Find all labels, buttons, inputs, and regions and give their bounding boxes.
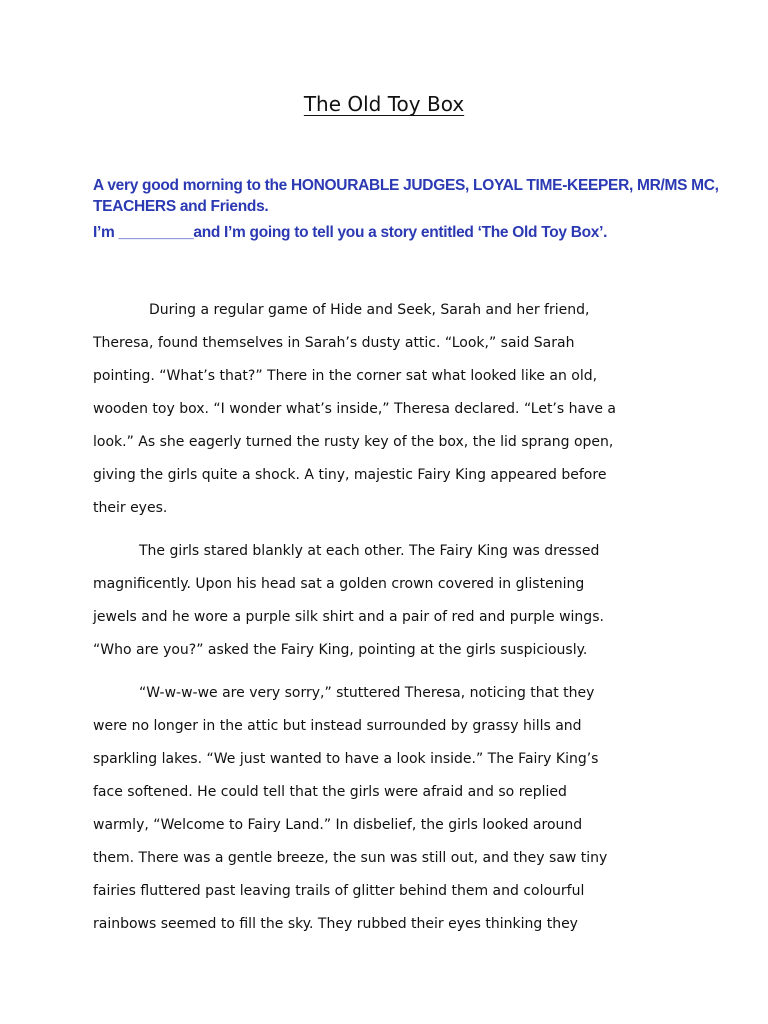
paragraph-line: During a regular game of Hide and Seek, Sarah and her friend, xyxy=(149,302,590,318)
paragraph-line: “W-w-w-we are very sorry,” stuttered Theresa, noticing that they xyxy=(139,685,595,701)
paragraph-line: wooden toy box. “I wonder what’s inside,” Theresa declared. “Let’s have a xyxy=(93,401,617,417)
paragraph-line: giving the girls quite a shock. A tiny, majestic Fairy King appeared before xyxy=(93,467,607,483)
paragraph-line: Theresa, found themselves in Sarah’s dusty attic. “Look,” said Sarah xyxy=(93,335,575,351)
paragraph-1 xyxy=(93,294,693,525)
paragraph-line: face softened. He could tell that the girls were afraid and so replied xyxy=(93,784,567,800)
paragraph-line: rainbows seemed to fill the sky. They rubbed their eyes thinking they xyxy=(93,916,578,932)
story-body xyxy=(93,294,693,941)
intro-text: I’m _________and I’m going to tell you a story entitled ‘The Old Toy Box’. xyxy=(93,224,608,241)
paragraph-line: look.” As she eagerly turned the rusty key of the box, the lid sprang open, xyxy=(93,434,614,450)
paragraph-line: The girls stared blankly at each other. The Fairy King was dressed xyxy=(139,543,600,559)
paragraph-line: “Who are you?” asked the Fairy King, pointing at the girls suspiciously. xyxy=(93,642,588,658)
paragraph-gap xyxy=(93,667,693,677)
paragraph-line: sparkling lakes. “We just wanted to have a look inside.” The Fairy King’s xyxy=(93,751,599,767)
paragraph-line: magnificently. Upon his head sat a golden crown covered in glistening xyxy=(93,576,585,592)
paragraph-line: warmly, “Welcome to Fairy Land.” In disbelief, the girls looked around xyxy=(93,817,583,833)
paragraph-3 xyxy=(93,677,693,941)
document-title: The Old Toy Box xyxy=(303,92,465,116)
paragraph-line: were no longer in the attic but instead surrounded by grassy hills and xyxy=(93,718,582,734)
paragraph-line: pointing. “What’s that?” There in the corner sat what looked like an old, xyxy=(93,368,598,384)
paragraph-gap xyxy=(93,525,693,535)
paragraph-line: fairies fluttered past leaving trails of glitter behind them and colourful xyxy=(93,883,585,899)
paragraph-line: them. There was a gentle breeze, the sun was still out, and they saw tiny xyxy=(93,850,608,866)
paragraph-line: their eyes. xyxy=(93,500,168,516)
paragraph-line: jewels and he wore a purple silk shirt and a pair of red and purple wings. xyxy=(93,609,604,625)
greeting-text: A very good morning to the HONOURABLE JUDGES, LOYAL TIME-KEEPER, MR/MS MC, TEACHERS and Friends. xyxy=(93,177,719,215)
paragraph-2 xyxy=(93,535,693,667)
